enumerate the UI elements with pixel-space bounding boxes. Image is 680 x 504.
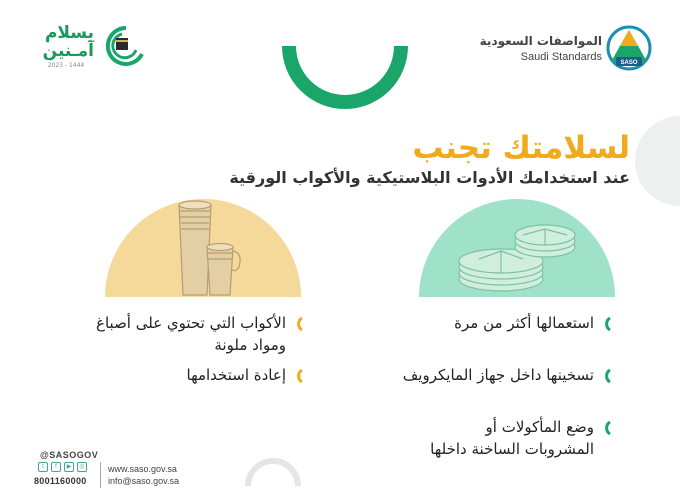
paper-tips-list	[60, 312, 304, 402]
list-item	[68, 312, 304, 356]
orange-bullet-icon	[294, 317, 304, 331]
peace-logo-line2: آمـنين	[42, 41, 94, 61]
social-handle: @SASOGOV	[40, 450, 99, 460]
peace-logo-line1: بسلام	[44, 23, 94, 43]
footer-divider	[100, 462, 101, 488]
email-link[interactable]: info@saso.gov.sa	[108, 476, 180, 486]
list-item	[454, 312, 612, 334]
plastic-tips-list	[390, 312, 612, 462]
green-arc-decoration	[281, 42, 409, 116]
page-title: لسلامتك تجنب	[412, 130, 630, 166]
green-bullet-icon	[602, 317, 612, 331]
twitter-icon[interactable]: t	[38, 462, 48, 472]
paper-tip-text: إعادة استخدامها	[186, 366, 286, 384]
youtube-icon[interactable]: ▶	[64, 462, 74, 472]
saso-english-name: Saudi Standards	[520, 51, 602, 63]
saso-badge-text: SASO	[620, 60, 638, 66]
plastic-tip-text: استعمالها أكثر من مرة	[454, 314, 594, 332]
list-item	[403, 364, 612, 386]
crescent-kaaba-icon	[98, 24, 146, 66]
list-item	[187, 364, 305, 386]
saso-triangle-icon	[606, 24, 652, 72]
peace-campaign-logo	[34, 22, 146, 74]
plastic-tip-text: تسخينها داخل جهاز المايكرويف	[402, 366, 594, 384]
paper-tip-text: الأكواب التي تحتوي على أصباغ ومواد ملونة	[96, 314, 286, 354]
instagram-icon[interactable]: ◎	[77, 462, 87, 472]
gray-arc-decoration	[244, 456, 302, 486]
social-icons	[38, 462, 87, 472]
phone-number: 8001160000	[34, 476, 87, 486]
website-link[interactable]: www.saso.gov.sa	[108, 464, 177, 474]
saso-logo	[479, 24, 652, 74]
list-item	[412, 416, 612, 460]
plastic-plates-icon	[419, 199, 615, 297]
paper-cups-icon	[105, 199, 301, 297]
page-subtitle: عند استخدامك الأدوات البلاستيكية والأكواب الورقية	[229, 168, 630, 187]
paper-panel	[105, 199, 301, 297]
orange-bullet-icon	[294, 369, 304, 383]
plastic-tip-text: وضع المأكولات أو المشروبات الساخنة داخلها	[430, 418, 594, 458]
peace-logo-years: 2023 - 1444	[47, 62, 85, 69]
green-bullet-icon	[602, 369, 612, 383]
green-bullet-icon	[602, 421, 612, 435]
plastic-panel	[419, 199, 615, 297]
saso-arabic-name: المواصفات السعودية	[479, 34, 602, 48]
facebook-icon[interactable]: f	[51, 462, 61, 472]
